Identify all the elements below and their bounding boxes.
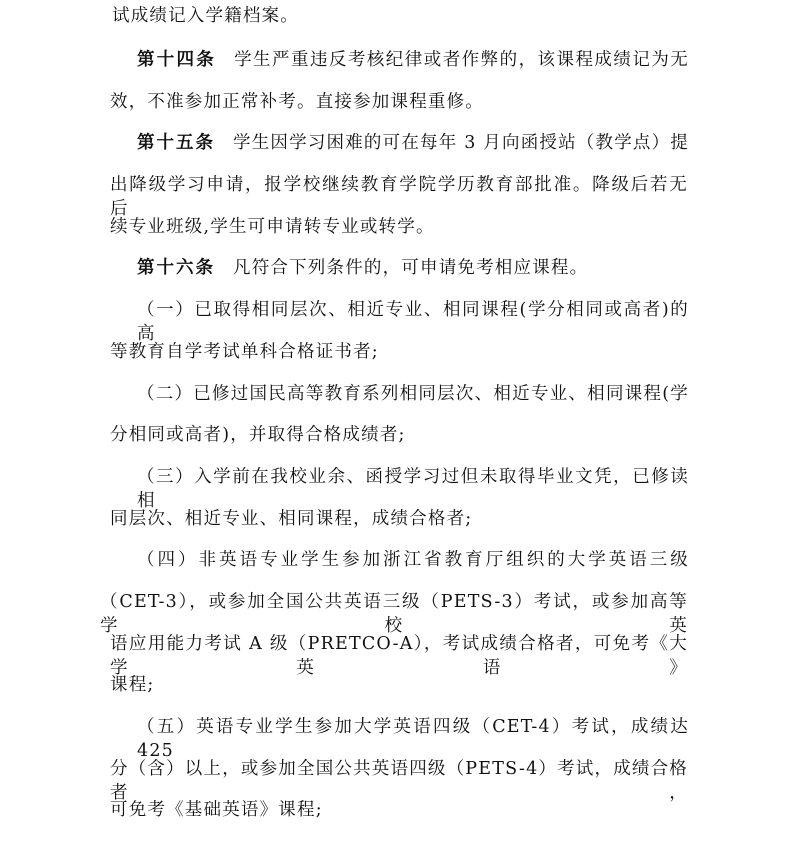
line-text: 同层次、相近专业、相同课程，成绩合格者; — [110, 509, 473, 529]
text-line — [137, 382, 689, 406]
text-line — [110, 798, 410, 822]
line-text: 分（含）以上，或参加全国公共英语四级（PETS-4）考试，成绩合格者， — [110, 759, 688, 803]
line-text: 学生因学习困难的可在每年 3 月向函授站（教学点）提 — [233, 133, 690, 153]
text-line — [137, 715, 689, 763]
text-line — [100, 590, 688, 638]
article-14-line — [137, 48, 689, 72]
text-line — [110, 340, 510, 364]
line-text: 可免考《基础英语》课程; — [110, 800, 323, 820]
line-text: （五）英语专业学生参加大学英语四级（CET-4）考试，成绩达 425 — [137, 717, 689, 761]
line-text: 分相同或高者)，并取得合格成绩者; — [110, 425, 406, 445]
line-text: 试成绩记入学籍档案。 — [112, 6, 299, 26]
article-15-line — [137, 131, 689, 155]
text-line — [110, 90, 610, 114]
line-text: （三）入学前在我校业余、函授学习过但未取得毕业文凭，已修读相 — [137, 467, 689, 511]
text-line — [110, 215, 530, 239]
article-16-line — [137, 256, 689, 280]
text-line — [137, 465, 689, 513]
text-line — [110, 423, 510, 447]
article-heading: 第十五条 — [137, 133, 216, 153]
article-heading: 第十四条 — [137, 50, 217, 70]
text-line — [110, 507, 510, 531]
line-text: 凡符合下列条件的，可申请免考相应课程。 — [233, 258, 589, 278]
line-text: （CET-3），或参加全国公共英语三级（PETS-3）考试，或参加高等学校英 — [100, 592, 688, 636]
line-text: 学生严重违反考核纪律或者作弊的，该课程成绩记为无 — [234, 50, 689, 70]
line-text: （一）已取得相同层次、相近专业、相同课程(学分相同或高者)的高 — [137, 300, 689, 344]
line-text: 等教育自学考试单科合格证书者; — [110, 342, 379, 362]
text-line — [110, 673, 310, 697]
line-text: 语应用能力考试 A 级（PRETCO-A），考试成绩合格者，可免考《大学英语》 — [110, 634, 688, 678]
text-line — [110, 173, 688, 221]
line-text: （四）非英语专业学生参加浙江省教育厅组织的大学英语三级 — [137, 550, 689, 570]
line-text: 效，不准参加正常补考。直接参加课程重修。 — [110, 92, 484, 112]
line-text: 出降级学习申请，报学校继续教育学院学历教育部批准。降级后若无后 — [110, 175, 688, 219]
text-line — [137, 548, 689, 572]
line-text: （二）已修过国民高等教育系列相同层次、相近专业、相同课程(学 — [137, 384, 689, 404]
text-line — [137, 298, 689, 346]
line-text: 课程; — [110, 675, 155, 695]
article-heading: 第十六条 — [137, 258, 215, 278]
line-text: 续专业班级,学生可申请转专业或转学。 — [110, 217, 435, 237]
text-line — [112, 4, 412, 28]
